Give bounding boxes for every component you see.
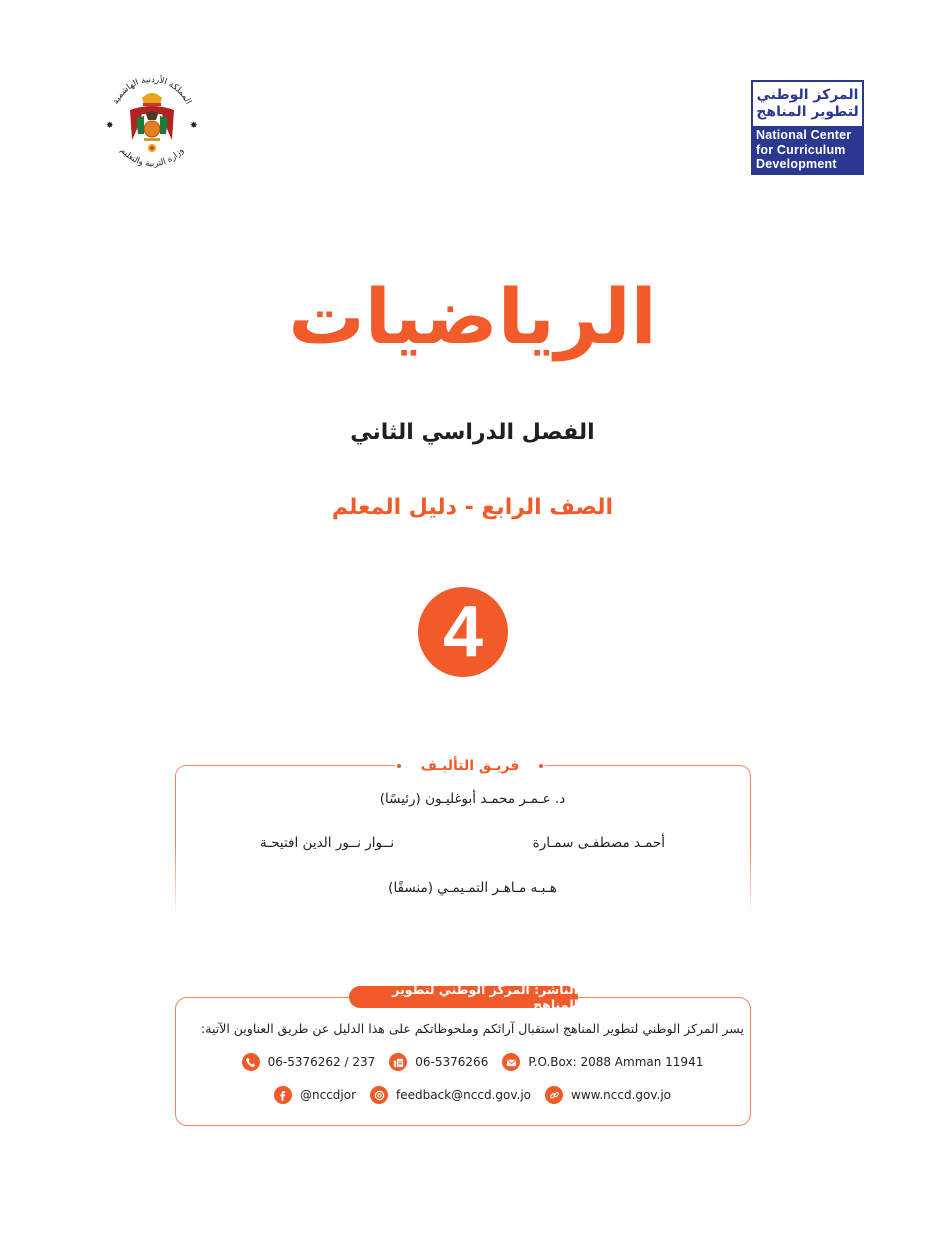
contact-row-1: [0, 1053, 945, 1071]
nccd-en-line2: for Curriculum: [756, 142, 846, 157]
svg-text:المملكة الأردنية الهاشمية: المملكة الأردنية الهاشمية: [110, 74, 194, 107]
author-member: أحمـد مصطفـى سمـارة: [532, 835, 665, 851]
facebook-handle: @nccdjor: [299, 1088, 357, 1102]
nccd-en-line3: Development: [756, 157, 837, 171]
svg-text:وزارة التربية والتعليم: وزارة التربية والتعليم: [117, 145, 187, 170]
nccd-ar-line1: المركز الوطني: [756, 87, 859, 103]
mail-icon: [502, 1053, 520, 1071]
dot-icon: [397, 764, 401, 768]
coat-of-arms-icon: [100, 68, 204, 172]
authors-heading-text: فريـق التأليـف: [420, 758, 520, 774]
po-box: P.O.Box: 2088 Amman 11941: [528, 1055, 704, 1069]
author-lead: د. عـمـر محمـد أبوغليـون (رئيسًا): [379, 791, 566, 807]
nccd-logo: [751, 80, 864, 175]
fax-number: 06-5376266: [415, 1055, 489, 1069]
contact-fax[interactable]: [389, 1053, 488, 1071]
grade-teacher-guide: الصف الرابع - دليل المعلم: [331, 495, 614, 520]
at-icon: [370, 1086, 388, 1104]
ministry-emblem: [100, 68, 204, 172]
contact-phone[interactable]: [242, 1053, 376, 1071]
author-coordinator: هـبـه مـاهـر التمـيمـي (منسقًا): [388, 880, 557, 896]
dot-icon: [539, 764, 543, 768]
contact-email[interactable]: [370, 1086, 531, 1104]
link-icon: [545, 1086, 563, 1104]
fax-icon: [389, 1053, 407, 1071]
phone-icon: [242, 1053, 260, 1071]
email-address: feedback@nccd.gov.jo: [396, 1088, 531, 1102]
grade-number-badge: 4: [418, 587, 508, 677]
nccd-logo-arabic: [753, 82, 862, 126]
nccd-ar-line2: لتطوير المناهج: [756, 104, 859, 120]
nccd-en-line1: National Center: [756, 128, 852, 142]
website-url: www.nccd.gov.jo: [571, 1088, 672, 1102]
publisher-intro: يسر المركز الوطني لتطوير المناهج استقبال آرائكم وملحوظاتكم على هذا الدليل عن طريق العناوين الآتية:: [201, 1021, 744, 1036]
contact-row-2: [0, 1086, 945, 1104]
authors-heading: [395, 754, 545, 778]
phone-number: 06-5376262 / 237: [267, 1055, 376, 1069]
nccd-logo-english: [753, 126, 862, 173]
publisher-badge: الناشر: المركز الوطني لتطوير المناهج: [349, 986, 578, 1008]
contact-mail[interactable]: [502, 1053, 703, 1071]
semester-subtitle: الفصل الدراسي الثاني: [350, 420, 595, 445]
contact-website[interactable]: [545, 1086, 671, 1104]
author-member: نــوار نــور الدين افتيحـة: [260, 835, 395, 851]
facebook-icon: [274, 1086, 292, 1104]
svg-text:✸: ✸: [190, 121, 198, 131]
book-title: الرياضيات: [288, 272, 657, 361]
svg-text:✸: ✸: [106, 121, 114, 131]
contact-facebook[interactable]: [274, 1086, 356, 1104]
